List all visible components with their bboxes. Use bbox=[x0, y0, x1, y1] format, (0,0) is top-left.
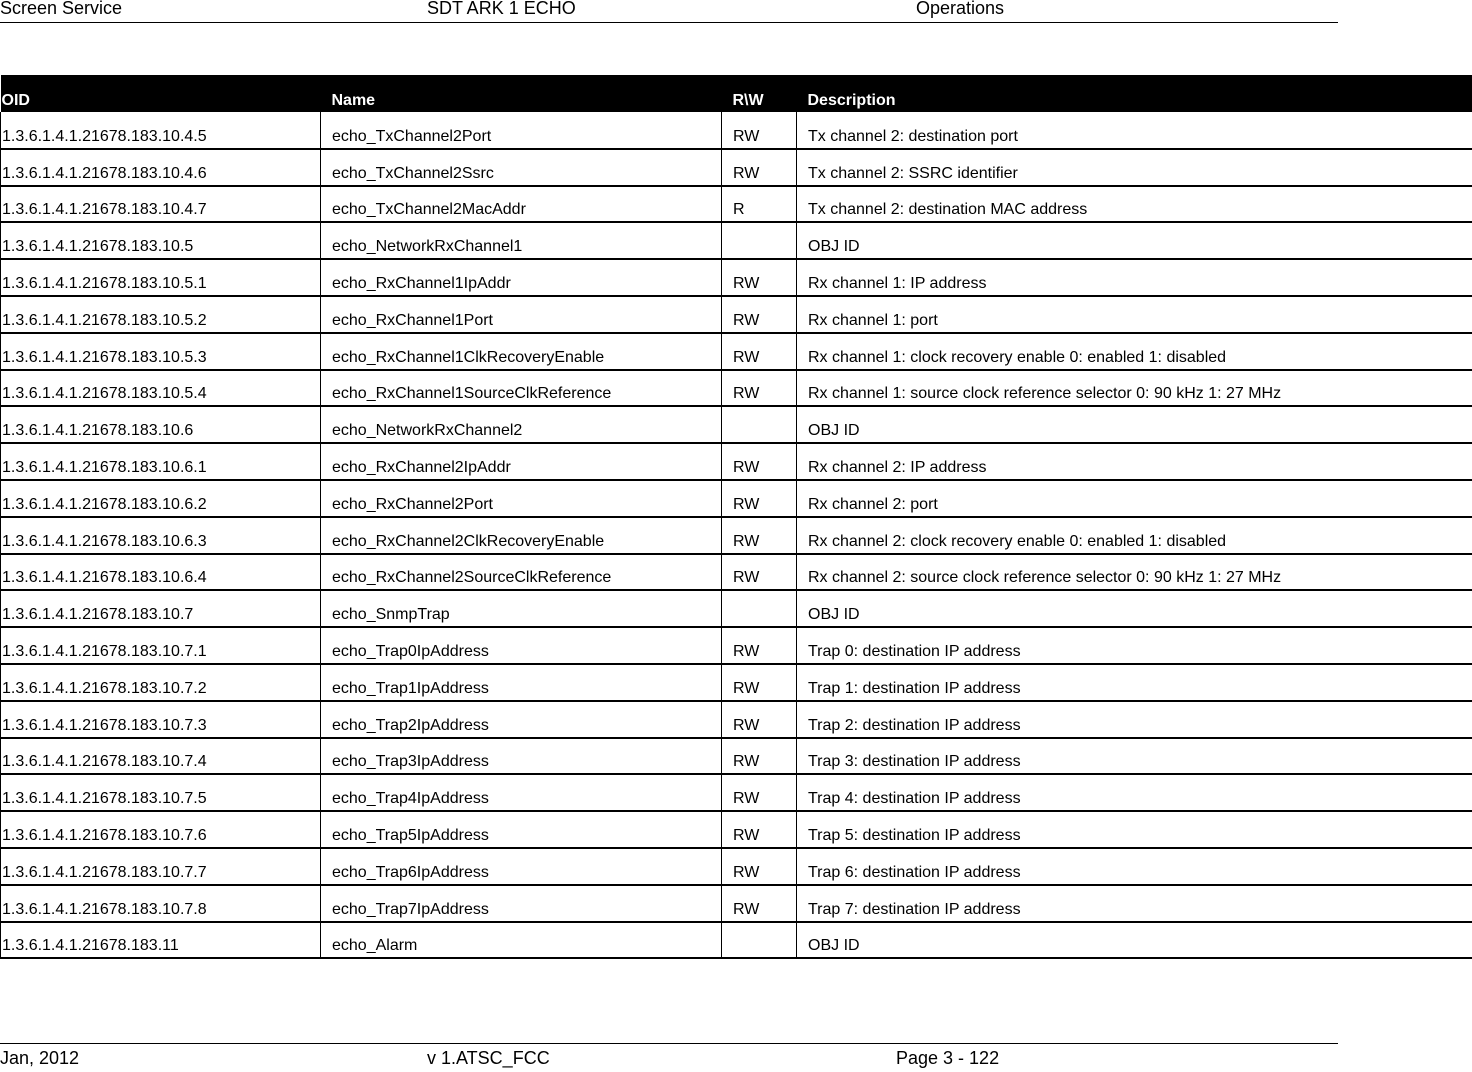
cell-oid: 1.3.6.1.4.1.21678.183.10.5.4 bbox=[1, 370, 321, 407]
cell-name: echo_TxChannel2Ssrc bbox=[321, 149, 722, 186]
footer-page-number: Page 3 - 122 bbox=[896, 1048, 999, 1069]
cell-oid: 1.3.6.1.4.1.21678.183.10.5 bbox=[1, 222, 321, 259]
cell-rw: R bbox=[722, 186, 797, 223]
cell-rw: RW bbox=[722, 517, 797, 554]
cell-rw bbox=[722, 922, 797, 959]
cell-description: Rx channel 2: source clock reference selector 0: 90 kHz 1: 27 MHz bbox=[797, 554, 1472, 591]
cell-name: echo_RxChannel1Port bbox=[321, 296, 722, 333]
cell-rw: RW bbox=[722, 480, 797, 517]
page-footer bbox=[0, 1043, 1338, 1072]
cell-rw: RW bbox=[722, 664, 797, 701]
cell-description: Rx channel 1: source clock reference selector 0: 90 kHz 1: 27 MHz bbox=[797, 370, 1472, 407]
cell-name: echo_Trap1IpAddress bbox=[321, 664, 722, 701]
column-header-rw: R\W bbox=[722, 75, 797, 112]
table-body bbox=[1, 112, 1472, 958]
cell-description: Trap 2: destination IP address bbox=[797, 701, 1472, 738]
table-row bbox=[1, 259, 1472, 296]
table-row bbox=[1, 701, 1472, 738]
table-row bbox=[1, 738, 1472, 775]
table-row bbox=[1, 406, 1472, 443]
cell-oid: 1.3.6.1.4.1.21678.183.10.7.1 bbox=[1, 627, 321, 664]
table-row bbox=[1, 296, 1472, 333]
cell-rw: RW bbox=[722, 112, 797, 149]
cell-oid: 1.3.6.1.4.1.21678.183.10.6.2 bbox=[1, 480, 321, 517]
cell-description: Rx channel 2: IP address bbox=[797, 443, 1472, 480]
header-section-title: Operations bbox=[916, 0, 1004, 19]
cell-name: echo_Trap7IpAddress bbox=[321, 885, 722, 922]
cell-oid: 1.3.6.1.4.1.21678.183.10.6.1 bbox=[1, 443, 321, 480]
cell-description: Rx channel 1: IP address bbox=[797, 259, 1472, 296]
cell-oid: 1.3.6.1.4.1.21678.183.10.7.2 bbox=[1, 664, 321, 701]
cell-name: echo_Trap0IpAddress bbox=[321, 627, 722, 664]
table-row bbox=[1, 811, 1472, 848]
cell-oid: 1.3.6.1.4.1.21678.183.10.5.1 bbox=[1, 259, 321, 296]
cell-description: Rx channel 1: port bbox=[797, 296, 1472, 333]
cell-oid: 1.3.6.1.4.1.21678.183.10.7.8 bbox=[1, 885, 321, 922]
cell-name: echo_RxChannel2IpAddr bbox=[321, 443, 722, 480]
cell-description: Trap 7: destination IP address bbox=[797, 885, 1472, 922]
cell-rw: RW bbox=[722, 811, 797, 848]
cell-rw: RW bbox=[722, 443, 797, 480]
cell-oid: 1.3.6.1.4.1.21678.183.10.4.7 bbox=[1, 186, 321, 223]
cell-oid: 1.3.6.1.4.1.21678.183.10.7 bbox=[1, 590, 321, 627]
cell-oid: 1.3.6.1.4.1.21678.183.10.7.5 bbox=[1, 774, 321, 811]
cell-rw: RW bbox=[722, 774, 797, 811]
cell-name: echo_Trap6IpAddress bbox=[321, 848, 722, 885]
cell-oid: 1.3.6.1.4.1.21678.183.10.4.5 bbox=[1, 112, 321, 149]
cell-rw: RW bbox=[722, 848, 797, 885]
cell-name: echo_NetworkRxChannel1 bbox=[321, 222, 722, 259]
cell-description: Trap 6: destination IP address bbox=[797, 848, 1472, 885]
table-row bbox=[1, 443, 1472, 480]
table-row bbox=[1, 627, 1472, 664]
column-header-name: Name bbox=[321, 75, 722, 112]
cell-description: OBJ ID bbox=[797, 406, 1472, 443]
cell-name: echo_RxChannel2Port bbox=[321, 480, 722, 517]
cell-name: echo_NetworkRxChannel2 bbox=[321, 406, 722, 443]
cell-rw: RW bbox=[722, 554, 797, 591]
cell-description: Trap 5: destination IP address bbox=[797, 811, 1472, 848]
cell-description: Trap 3: destination IP address bbox=[797, 738, 1472, 775]
cell-name: echo_SnmpTrap bbox=[321, 590, 722, 627]
cell-oid: 1.3.6.1.4.1.21678.183.10.7.3 bbox=[1, 701, 321, 738]
cell-rw: RW bbox=[722, 259, 797, 296]
table-row bbox=[1, 590, 1472, 627]
table-row bbox=[1, 517, 1472, 554]
table-row bbox=[1, 885, 1472, 922]
table-row bbox=[1, 222, 1472, 259]
table-row bbox=[1, 664, 1472, 701]
column-header-oid: OID bbox=[1, 75, 321, 112]
cell-oid: 1.3.6.1.4.1.21678.183.10.6.4 bbox=[1, 554, 321, 591]
table-row bbox=[1, 922, 1472, 959]
oid-table bbox=[0, 75, 1472, 959]
cell-oid: 1.3.6.1.4.1.21678.183.10.4.6 bbox=[1, 149, 321, 186]
column-header-description: Description bbox=[797, 75, 1472, 112]
cell-name: echo_Trap5IpAddress bbox=[321, 811, 722, 848]
table-row bbox=[1, 554, 1472, 591]
cell-name: echo_Trap2IpAddress bbox=[321, 701, 722, 738]
cell-name: echo_RxChannel2SourceClkReference bbox=[321, 554, 722, 591]
cell-name: echo_Alarm bbox=[321, 922, 722, 959]
cell-rw: RW bbox=[722, 701, 797, 738]
cell-description: Tx channel 2: destination MAC address bbox=[797, 186, 1472, 223]
cell-description: Tx channel 2: SSRC identifier bbox=[797, 149, 1472, 186]
cell-description: Tx channel 2: destination port bbox=[797, 112, 1472, 149]
cell-name: echo_RxChannel1SourceClkReference bbox=[321, 370, 722, 407]
footer-version: v 1.ATSC_FCC bbox=[427, 1048, 550, 1069]
table-row bbox=[1, 480, 1472, 517]
cell-oid: 1.3.6.1.4.1.21678.183.10.7.6 bbox=[1, 811, 321, 848]
cell-name: echo_RxChannel2ClkRecoveryEnable bbox=[321, 517, 722, 554]
table-row bbox=[1, 848, 1472, 885]
cell-oid: 1.3.6.1.4.1.21678.183.10.7.4 bbox=[1, 738, 321, 775]
cell-name: echo_RxChannel1IpAddr bbox=[321, 259, 722, 296]
cell-rw bbox=[722, 590, 797, 627]
cell-oid: 1.3.6.1.4.1.21678.183.10.6 bbox=[1, 406, 321, 443]
header-document-title: SDT ARK 1 ECHO bbox=[427, 0, 576, 19]
cell-oid: 1.3.6.1.4.1.21678.183.10.7.7 bbox=[1, 848, 321, 885]
cell-oid: 1.3.6.1.4.1.21678.183.10.6.3 bbox=[1, 517, 321, 554]
cell-description: Trap 1: destination IP address bbox=[797, 664, 1472, 701]
cell-rw bbox=[722, 406, 797, 443]
cell-name: echo_Trap4IpAddress bbox=[321, 774, 722, 811]
cell-rw: RW bbox=[722, 885, 797, 922]
cell-oid: 1.3.6.1.4.1.21678.183.10.5.3 bbox=[1, 333, 321, 370]
cell-rw: RW bbox=[722, 149, 797, 186]
cell-description: OBJ ID bbox=[797, 222, 1472, 259]
footer-date: Jan, 2012 bbox=[0, 1048, 79, 1069]
table-row bbox=[1, 186, 1472, 223]
header-left-title: Screen Service bbox=[0, 0, 122, 19]
cell-description: Trap 4: destination IP address bbox=[797, 774, 1472, 811]
cell-rw: RW bbox=[722, 627, 797, 664]
table-row bbox=[1, 149, 1472, 186]
table-row bbox=[1, 112, 1472, 149]
page-header bbox=[0, 0, 1338, 23]
cell-description: Rx channel 1: clock recovery enable 0: enabled 1: disabled bbox=[797, 333, 1472, 370]
cell-description: OBJ ID bbox=[797, 590, 1472, 627]
cell-rw: RW bbox=[722, 738, 797, 775]
table-header-row bbox=[1, 75, 1472, 112]
cell-rw bbox=[722, 222, 797, 259]
cell-name: echo_TxChannel2Port bbox=[321, 112, 722, 149]
cell-name: echo_Trap3IpAddress bbox=[321, 738, 722, 775]
cell-description: OBJ ID bbox=[797, 922, 1472, 959]
table-row bbox=[1, 370, 1472, 407]
cell-rw: RW bbox=[722, 370, 797, 407]
cell-oid: 1.3.6.1.4.1.21678.183.11 bbox=[1, 922, 321, 959]
table-row bbox=[1, 333, 1472, 370]
cell-description: Rx channel 2: port bbox=[797, 480, 1472, 517]
cell-oid: 1.3.6.1.4.1.21678.183.10.5.2 bbox=[1, 296, 321, 333]
cell-name: echo_RxChannel1ClkRecoveryEnable bbox=[321, 333, 722, 370]
cell-name: echo_TxChannel2MacAddr bbox=[321, 186, 722, 223]
cell-description: Trap 0: destination IP address bbox=[797, 627, 1472, 664]
table-row bbox=[1, 774, 1472, 811]
cell-rw: RW bbox=[722, 296, 797, 333]
cell-description: Rx channel 2: clock recovery enable 0: enabled 1: disabled bbox=[797, 517, 1472, 554]
cell-rw: RW bbox=[722, 333, 797, 370]
